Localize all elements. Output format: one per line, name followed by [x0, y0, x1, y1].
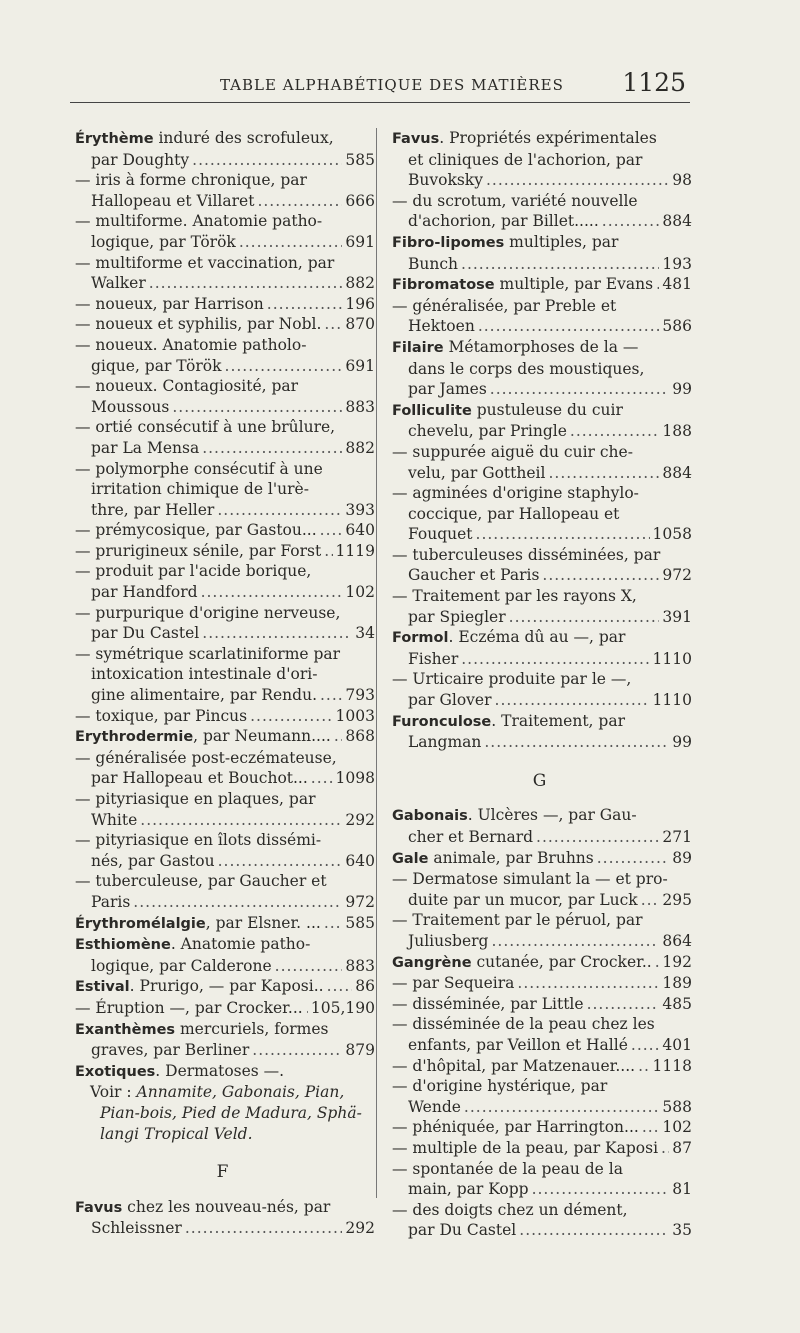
index-entry: — iris à forme chronique, par Hallopeau et Villaret ..... 666 [70, 170, 375, 211]
index-entry: Esthiomène. Anatomie patho- logique, par Calderone ..... 883 [70, 934, 375, 976]
index-entry: — tuberculeuses disséminées, par Gaucher et Paris ..... 972 [387, 545, 692, 586]
page-number: 1125 [622, 68, 686, 97]
index-entry: Exotiques. Dermatoses —. [75, 1061, 285, 1080]
index-entry: Érythème induré des scrofuleux, par Doughty ..... 585 [70, 128, 375, 170]
index-entry: — disséminée, par Little ..... 485 [387, 994, 692, 1015]
index-entry: — par Sequeira ..... 189 [387, 973, 692, 994]
index-entry: Furonculose. Traitement, par Langman ..... 99 [387, 711, 692, 753]
index-entry: Erythrodermie, par Neumann.... ..... 868 [70, 726, 375, 748]
index-entry: Gabonais. Ulcères —, par Gau- cher et Bernard ..... 271 [387, 805, 692, 847]
index-entry: Fibromatose multiple, par Evans ..... 481 [387, 274, 692, 296]
index-entry: Fibro-lipomes multiples, par Bunch ..... 193 [387, 232, 692, 274]
index-entry: — phéniquée, par Harrington... ..... 102 [387, 1117, 692, 1138]
index-entry: Folliculite pustuleuse du cuir chevelu, par Pringle ..... 188 [387, 400, 692, 442]
page-header [70, 62, 690, 103]
index-entry: — multiforme et vaccination, par Walker ..... 882 [70, 253, 375, 294]
index-entry: — disséminée de la peau chez les enfants, par Veillon et Hallé ..... 401 [387, 1014, 692, 1055]
index-entry: — polymorphe consécutif à une irritation chimique de l'urè- thre, par Heller ..... 393 [70, 459, 375, 521]
index-entry: — généralisée, par Preble et Hektoen ..... 586 [387, 296, 692, 337]
column-divider [376, 128, 377, 1198]
index-entry: — produit par l'acide borique, par Handford ..... 102 [70, 561, 375, 602]
left-column [70, 128, 375, 1239]
index-entry: — noueux. Anatomie patholo- gique, par Török ..... 691 [70, 335, 375, 376]
index-entry: — multiple de la peau, par Kaposi ..... 87 [387, 1138, 692, 1159]
index-entry: Exanthèmes mercuriels, formes graves, par Berliner ..... 879 [70, 1019, 375, 1061]
index-entry: — Traitement par les rayons X, par Spiegler ..... 391 [387, 586, 692, 627]
right-column [387, 128, 692, 1241]
index-entry: — suppurée aiguë du cuir che- velu, par Gottheil ..... 884 [387, 442, 692, 483]
index-entry: — multiforme. Anatomie patho- logique, par Török ..... 691 [70, 211, 375, 252]
index-entry: Érythromélalgie, par Elsner. ... ..... 585 [70, 913, 375, 935]
index-entry: Favus. Propriétés expérimentales et cliniques de l'achorion, par Buvoksky ..... 98 [387, 128, 692, 191]
index-entry: — symétrique scarlatiniforme par intoxication intestinale d'ori- gine alimentaire, par Rendu. ..... 793 [70, 644, 375, 706]
index-entry: — Dermatose simulant la — et pro- duite par un mucor, par Luck ..... 295 [387, 869, 692, 910]
index-entry: — noueux, par Harrison ..... 196 [70, 294, 375, 315]
index-entry: — des doigts chez un dément, par Du Castel ..... 35 [387, 1200, 692, 1241]
index-entry: — pityriasique en îlots dissémi- nés, par Gastou ..... 640 [70, 830, 375, 871]
index-entry: — noueux. Contagiosité, par Moussous ..... 883 [70, 376, 375, 417]
index-entry: — tuberculeuse, par Gaucher et Paris ..... 972 [70, 871, 375, 912]
index-entry: — purpurique d'origine nerveuse, par Du Castel ..... 34 [70, 603, 375, 644]
running-title: TABLE ALPHABÉTIQUE DES MATIÈRES [220, 76, 564, 94]
index-entry: Estival. Prurigo, — par Kaposi.. ..... 86 [70, 976, 375, 998]
index-entry: — ortié consécutif à une brûlure, par La Mensa ..... 882 [70, 417, 375, 458]
index-entry: — Éruption —, par Crocker... ..... 105,190 [70, 998, 375, 1019]
index-entry: — agminées d'origine staphylo- coccique, par Hallopeau et Fouquet ..... 1058 [387, 483, 692, 545]
index-entry: — toxique, par Pincus ..... 1003 [70, 706, 375, 727]
index-entry: — noueux et syphilis, par Nobl. ..... 870 [70, 314, 375, 335]
index-entry: — prémycosique, par Gastou... ..... 640 [70, 520, 375, 541]
index-entry: — Urticaire produite par le —, par Glover ..... 1110 [387, 669, 692, 710]
index-entry: — spontanée de la peau de la main, par Kopp ..... 81 [387, 1159, 692, 1200]
index-entry: Filaire Métamorphoses de la — dans le corps des moustiques, par James ..... 99 [387, 337, 692, 400]
see-also-note: Voir : Annamite, Gabonais, Pian, Pian-bois, Pied de Madura, Sphä- langi Tropical Veld. [90, 1083, 362, 1143]
index-entry: — prurigineux sénile, par Forst ..... 1119 [70, 541, 375, 562]
index-entry: Favus chez les nouveau-nés, par Schleissner ..... 292 [70, 1197, 375, 1239]
index-entry: — du scrotum, variété nouvelle d'achorion, par Billet..... ..... 884 [387, 191, 692, 232]
section-letter-g: G [532, 770, 547, 791]
index-entry: Gangrène cutanée, par Crocker.. ..... 192 [387, 952, 692, 974]
index-entry: — d'origine hystérique, par Wende ..... 588 [387, 1076, 692, 1117]
index-entry: Formol. Eczéma dû au —, par Fisher ..... 1110 [387, 627, 692, 669]
index-entry: — Traitement par le péruol, par Juliusberg ..... 864 [387, 910, 692, 951]
section-letter-f: F [216, 1162, 229, 1183]
index-entry: — d'hôpital, par Matzenauer.... ..... 1118 [387, 1056, 692, 1077]
index-entry: Gale animale, par Bruhns ..... 89 [387, 848, 692, 870]
index-entry: — généralisée post-eczémateuse, par Hallopeau et Bouchot... ..... 1098 [70, 748, 375, 789]
index-entry: — pityriasique en plaques, par White ..... 292 [70, 789, 375, 830]
